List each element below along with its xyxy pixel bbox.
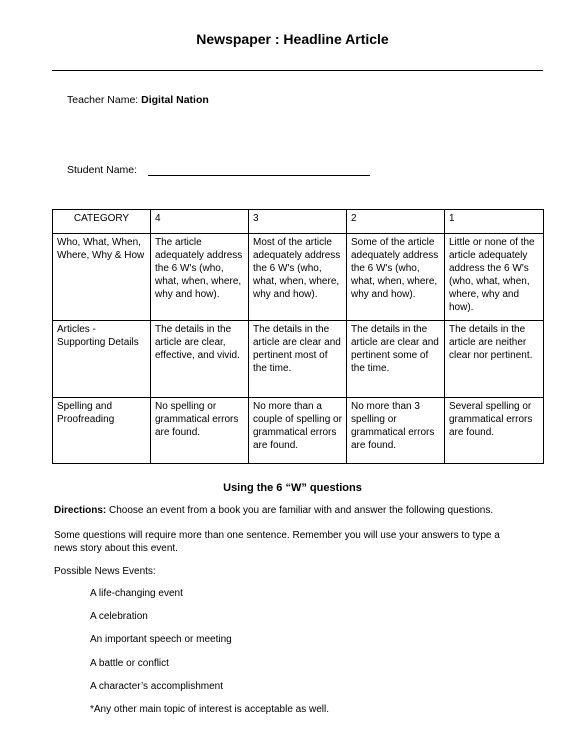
title-divider [52,70,543,71]
list-item: An important speech or meeting [90,634,232,646]
row-category: Articles - Supporting Details [53,321,151,398]
rubric-header-row [53,210,544,234]
table-cell: The details in the article are clear and pertinent most of the time. [249,321,347,398]
table-cell: The details in the article are clear and pertinent some of the time. [347,321,445,398]
header-score-3: 3 [249,210,347,234]
header-category: CATEGORY [53,210,151,234]
list-item: A celebration [90,611,148,623]
row-category: Spelling and Proofreading [53,398,151,464]
teacher-name-value: Digital Nation [141,94,209,106]
table-cell: Little or none of the article adequately address the 6 W's (who, what, when, where, why and how). [445,234,544,321]
teacher-name-label: Teacher Name: [67,94,142,106]
table-cell: The details in the article are neither clear nor pertinent. [445,321,544,398]
table-row [53,321,544,398]
header-score-2: 2 [347,210,445,234]
table-row [53,398,544,464]
list-item: *Any other main topic of interest is acceptable as well. [90,703,330,715]
directions-paragraph [54,504,534,517]
table-cell: The details in the article are clear, effective, and vivid. [151,321,249,398]
page-title: Newspaper : Headline Article [196,31,389,47]
student-name-label: Student Name: [67,164,138,176]
table-cell: No more than 3 spelling or grammatical errors are found. [347,398,445,464]
table-cell: The article adequately address the 6 W's (who, what, when, where, why and how). [151,234,249,321]
header-score-4: 4 [151,210,249,234]
directions-text: Choose an event from a book you are familiar with and answer the following questions. [106,505,494,516]
rubric-table [52,209,544,464]
section-heading: Using the 6 “W” questions [223,482,362,494]
list-item: A life-changing event [90,588,183,599]
student-name-blank[interactable] [148,175,370,176]
note-paragraph: Some questions will require more than one sentence. Remember you will use your answers to type a news story about this event. [54,530,500,554]
table-cell: No more than a couple of spelling or grammatical errors are found. [249,398,347,464]
events-list [90,588,329,727]
table-cell: Some of the article adequately address the 6 W's (who, what, when, where, why and how). [347,234,445,321]
events-label: Possible News Events: [54,566,156,577]
header-score-1: 1 [445,210,544,234]
list-item: A character’s accomplishment [90,680,224,692]
table-cell: No spelling or grammatical errors are found. [151,398,249,464]
table-cell: Several spelling or grammatical errors are found. [445,398,544,464]
teacher-name [67,94,209,106]
list-item: A battle or conflict [90,657,169,669]
directions-label: Directions: [54,505,107,516]
table-row [53,234,544,321]
row-category: Who, What, When, Where, Why & How [53,234,151,321]
table-cell: Most of the article adequately address the 6 W's (who, what, when, where, why and how). [249,234,347,321]
